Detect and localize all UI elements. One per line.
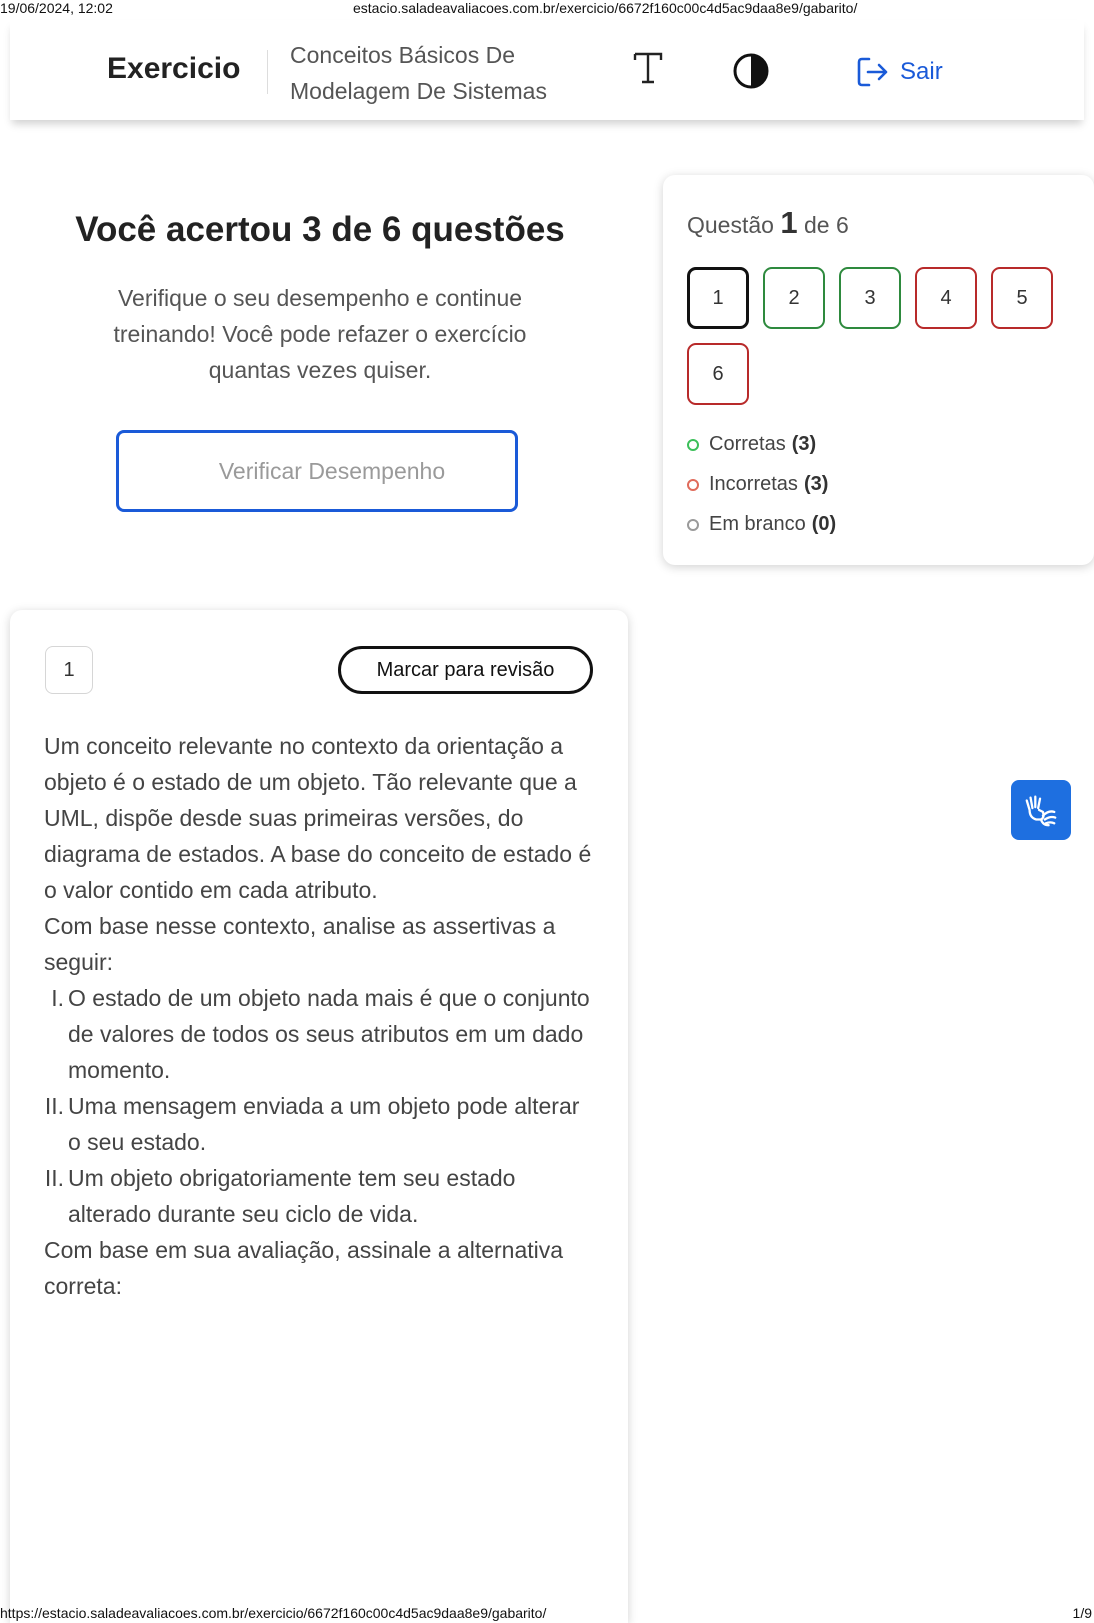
mark-for-review-button[interactable]: Marcar para revisão <box>338 646 593 694</box>
question-nav-item-6[interactable]: 6 <box>687 343 749 405</box>
result-text: Verifique o seu desempenho e continue treinando! Você pode refazer o exercício quantas vezes quiser. <box>113 285 527 383</box>
legend-correct <box>687 433 816 456</box>
print-url: estacio.saladeavaliacoes.com.br/exercicio/6672f160c00c4d5ac9daa8e9/gabarito/ <box>353 0 858 16</box>
contrast-icon[interactable] <box>732 52 770 90</box>
question-nav-item-3[interactable]: 3 <box>839 267 901 329</box>
legend-incorrect-label: Incorretas <box>709 473 798 495</box>
print-datetime: 19/06/2024, 12:02 <box>0 0 113 16</box>
question-counter-prefix: Questão <box>687 212 774 238</box>
logout-button[interactable] <box>856 55 943 89</box>
assertion-item <box>44 1088 594 1160</box>
question-card <box>10 610 628 1623</box>
font-size-icon[interactable] <box>632 50 664 86</box>
question-nav-item-4[interactable]: 4 <box>915 267 977 329</box>
question-counter <box>687 205 849 241</box>
blank-dot-icon <box>687 519 699 531</box>
assertion-marker: II. <box>44 1093 64 1119</box>
question-text <box>44 728 594 1304</box>
top-bar <box>10 20 1084 120</box>
legend-incorrect-count: (3) <box>803 473 829 495</box>
question-number: 1 <box>45 646 93 694</box>
question-prompt: Com base nesse contexto, analise as assertivas a seguir: <box>44 913 556 975</box>
question-nav-item-1[interactable]: 1 <box>687 267 749 329</box>
print-footer-url: https://estacio.saladeavaliacoes.com.br/exercicio/6672f160c00c4d5ac9daa8e9/gabarito/ <box>0 1605 547 1621</box>
course-title <box>290 37 610 109</box>
sign-language-icon <box>1022 791 1060 829</box>
question-navigator <box>663 175 1094 565</box>
logout-label: Sair <box>900 58 943 85</box>
result-section <box>40 210 600 388</box>
legend-correct-label: Corretas <box>709 433 786 455</box>
result-heading: Você acertou 3 de 6 questões <box>75 210 565 249</box>
assertion-text: Uma mensagem enviada a um objeto pode alterar o seu estado. <box>68 1093 580 1155</box>
assertion-marker: II. <box>44 1165 64 1191</box>
question-counter-suffix: de 6 <box>803 212 849 238</box>
question-nav-item-5[interactable]: 5 <box>991 267 1053 329</box>
question-nav-item-2[interactable]: 2 <box>763 267 825 329</box>
sign-language-button[interactable] <box>1011 780 1071 840</box>
assertion-text: Um objeto obrigatoriamente tem seu estado alterado durante seu ciclo de vida. <box>68 1165 516 1227</box>
legend-incorrect <box>687 473 828 496</box>
course-title-line2: Modelagem De Sistemas <box>290 78 547 104</box>
legend-blank-count: (0) <box>811 513 837 535</box>
question-counter-current: 1 <box>780 205 798 240</box>
print-footer <box>0 1605 1094 1623</box>
question-intro: Um conceito relevante no contexto da orientação a objeto é o estado de um objeto. Tão relevante que a UML, dispõe desde suas primeiras versões, do diagrama de estados. A base do conceito de estado é o valor contido em cada atributo. <box>44 733 592 903</box>
print-page-number: 1/9 <box>1072 1605 1092 1621</box>
question-closing: Com base em sua avaliação, assinale a alternativa correta: <box>44 1237 564 1299</box>
legend-blank-label: Em branco <box>709 513 806 535</box>
assertion-text: O estado de um objeto nada mais é que o conjunto de valores de todos os seus atributos em um dado momento. <box>68 985 590 1083</box>
assertion-item <box>44 980 594 1088</box>
incorrect-dot-icon <box>687 479 699 491</box>
legend-blank <box>687 513 836 536</box>
assertion-list <box>44 980 594 1232</box>
verify-performance-button[interactable]: Verificar Desempenho <box>116 430 518 512</box>
legend-correct-count: (3) <box>791 433 817 455</box>
print-header <box>0 0 1094 16</box>
correct-dot-icon <box>687 439 699 451</box>
assertion-marker: I. <box>51 985 64 1011</box>
logout-icon <box>856 55 890 89</box>
course-title-line1: Conceitos Básicos De <box>290 42 515 68</box>
assertion-item <box>44 1160 594 1232</box>
header-divider <box>267 50 268 94</box>
brand-title: Exercicio <box>107 52 241 85</box>
